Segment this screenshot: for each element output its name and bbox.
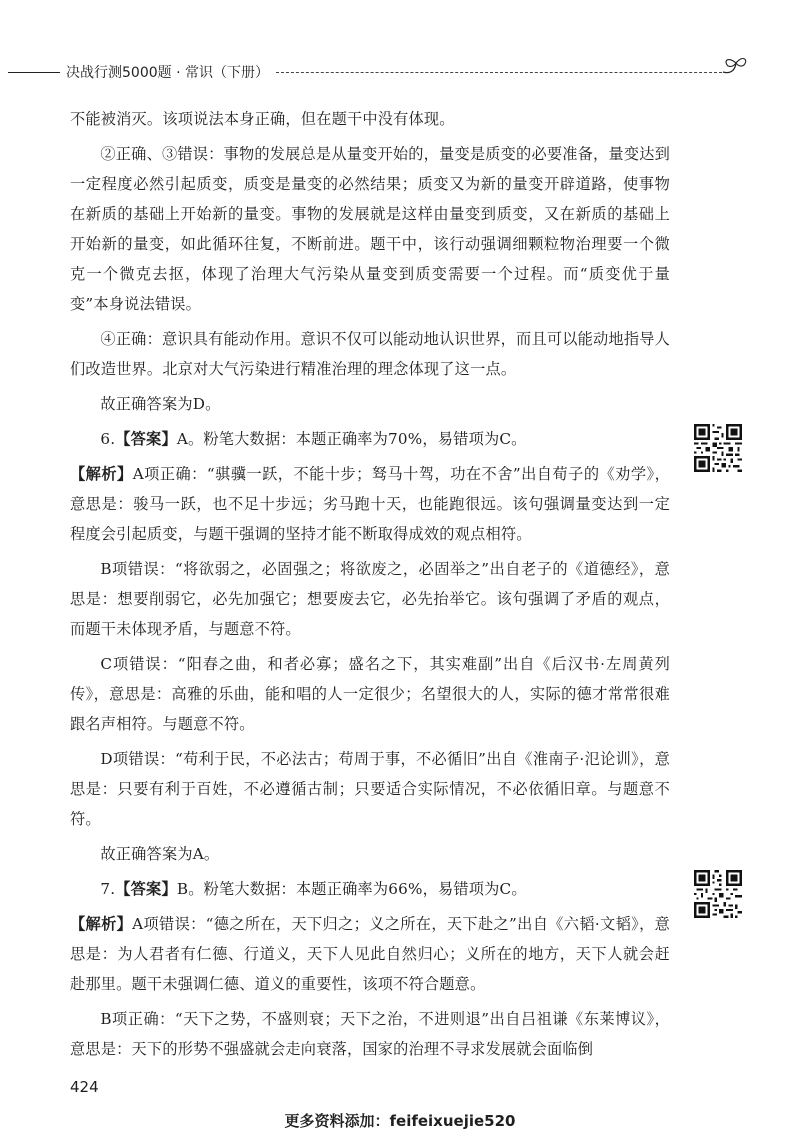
header-dashed-rule [276, 72, 722, 73]
paragraph: ②正确、③错误：事物的发展总是从量变开始的，量变是质变的必要准备，量变达到一定程度必然引起质变，质变是量变的必然结果；质变又为新的量变开辟道路，使事物在新质的基础上开始新的量变。事物的发展就是这样由量变到质变，又在新质的基础上开始新的量变，如此循环往复，不断前进。题干中，该行动强调细颗粒物治理要一个微克一个微克去抠，体现了治理大气污染从量变到质变需要一个过程。而“质变优于量变”本身说法错误。 [70, 145, 670, 313]
answer-q6 [70, 424, 670, 454]
answer-tag: 【答案】 [115, 430, 177, 448]
analysis-text: A项错误：“德之所在，天下归之；义之所在，天下赴之”出自《六韬·文韬》，意思是：为人君者有仁德、行道义，天下人见此自然归心；义所在的地方，天下人就会赶赴那里。题干未强调仁德、道义的重要性，该项不符合题意。 [70, 915, 670, 993]
running-header [0, 55, 800, 89]
option-c-q6: C项错误：“阳春之曲，和者必寡；盛名之下，其实难副”出自《后汉书·左周黄列传》，意思是：高雅的乐曲，能和唱的人一定很少；名望很大的人，实际的德才常常很难跟名声相符。与题意不符。 [70, 655, 670, 733]
header-rule-left [8, 72, 60, 73]
option-d-q6: D项错误：“苟利于民，不必法古；苟周于事，不必循旧”出自《淮南子·氾论训》，意思是：只要有利于百姓，不必遵循古制；只要适合实际情况，不必依循旧章。与题意不符。 [70, 750, 670, 828]
analysis-tag: 【解析】 [70, 465, 133, 483]
page-body [70, 104, 670, 1064]
answer-text: B。粉笔大数据：本题正确率为66%，易错项为C。 [176, 880, 527, 898]
paragraph: ④正确：意识具有能动作用。意识不仅可以能动地认识世界，而且可以能动地指导人们改造世界。北京对大气污染进行精准治理的理念体现了这一点。 [70, 330, 670, 378]
sprout-icon [720, 55, 750, 83]
option-b-q7: B项正确：“天下之势，不盛则衰；天下之治，不进则退”出自吕祖谦《东莱博议》，意思是：天下的形势不强盛就会走向衰落，国家的治理不寻求发展就会面临倒 [70, 1010, 670, 1058]
book-title: 决战行测5000题 · 常识（下册） [66, 65, 269, 81]
answer-q7 [70, 874, 670, 904]
page-number: 424 [70, 1078, 99, 1096]
answer-text: A。粉笔大数据：本题正确率为70%，易错项为C。 [176, 430, 527, 448]
analysis-q7 [70, 909, 670, 999]
analysis-q6 [70, 459, 670, 549]
conclusion-q5: 故正确答案为D。 [100, 395, 221, 413]
qr-code-q7[interactable] [694, 870, 742, 918]
question-number: 6. [100, 430, 116, 448]
qr-code-q6[interactable] [694, 424, 742, 472]
answer-tag: 【答案】 [115, 880, 177, 898]
option-b-q6: B项错误：“将欲弱之，必固强之；将欲废之，必固举之”出自老子的《道德经》，意思是：想要削弱它，必先加强它；想要废去它，必先抬举它。该句强调了矛盾的观点，而题干未体现矛盾，与题意不符。 [70, 560, 670, 638]
conclusion-q6: 故正确答案为A。 [100, 845, 220, 863]
analysis-text: A项正确：“骐骥一跃，不能十步；驽马十驾，功在不舍”出自荀子的《劝学》，意思是：骏马一跃，也不足十步远；劣马跑十天，也能跑很远。该句强调量变达到一定程度会引起质变，与题干强调的坚持才能不断取得成效的观点相符。 [70, 465, 670, 543]
paragraph: 不能被消灭。该项说法本身正确，但在题干中没有体现。 [70, 110, 455, 128]
analysis-tag: 【解析】 [70, 915, 133, 933]
footer-note: 更多资料添加：feifeixuejie520 [284, 1112, 516, 1130]
question-number: 7. [100, 880, 116, 898]
